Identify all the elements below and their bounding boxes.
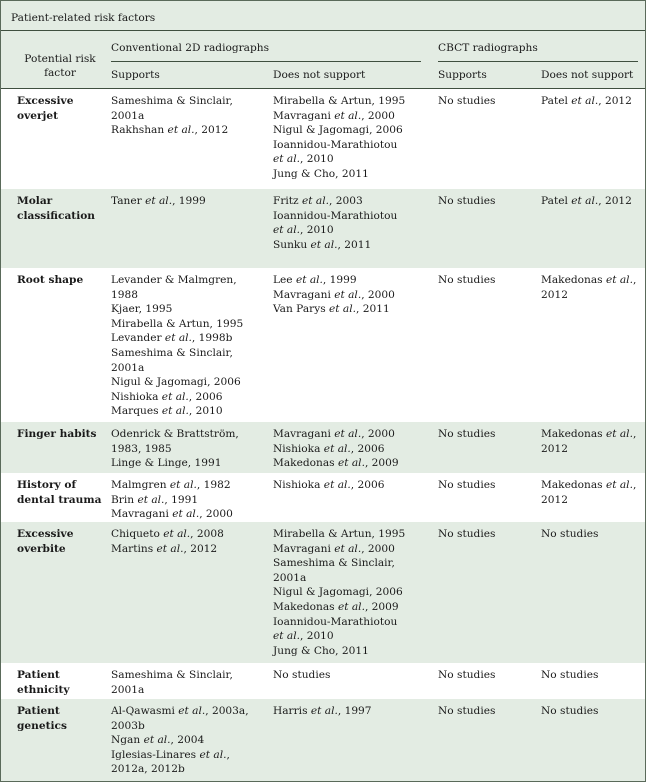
citation-line (111, 719, 267, 734)
citation-text: Nishioka (273, 479, 324, 491)
citation-line (273, 273, 433, 288)
citation-text: , 1997 (337, 705, 372, 717)
citation-line (273, 456, 433, 471)
citation-line (111, 109, 267, 124)
citation-text: No studies (438, 669, 496, 681)
citation-line (111, 478, 267, 493)
cell-line: dental trauma (17, 493, 102, 506)
citation-line (541, 493, 643, 508)
citation-text: Mavragani (273, 542, 335, 555)
citation-text: Mavragani (273, 428, 335, 440)
cell-cbct-supports (438, 478, 534, 493)
citation-line (111, 456, 267, 471)
cell-conventional-supports (111, 427, 267, 471)
citation-text: , 2004 (170, 734, 205, 747)
citation-text: Levander (111, 332, 165, 345)
citation-text: No studies (438, 95, 496, 107)
cell-cbct-supports (438, 527, 534, 542)
citation-text: No studies (541, 705, 599, 717)
citation-text: Levander & Malmgren, (111, 274, 237, 286)
citation-line (111, 94, 267, 109)
citation-text: , 2006 (188, 390, 223, 403)
citation-text: Mavragani (273, 288, 335, 301)
citation-text: Makedonas (541, 274, 606, 286)
cell-line: Root shape (17, 274, 84, 286)
citation-line (111, 704, 267, 719)
cell-cbct-does-not-support (541, 94, 643, 109)
et-al-italic: et al. (302, 195, 329, 207)
citation-line (273, 94, 433, 109)
citation-line (273, 527, 433, 542)
citation-text: , 2008 (190, 528, 224, 540)
citation-line (111, 668, 267, 683)
citation-text: Ioannidou-Marathiotou (273, 138, 398, 151)
cell-cbct-does-not-support (541, 427, 643, 456)
citation-text: Iglesias-Linares (111, 748, 200, 761)
cell-risk-factor (17, 94, 103, 123)
citation-text: Ioannidou-Marathiotou (273, 615, 398, 628)
citation-text: Brin (111, 493, 138, 506)
citation-line (438, 704, 534, 719)
citation-line (273, 442, 433, 457)
citation-line (273, 209, 433, 224)
et-al-italic: et al. (571, 95, 599, 107)
table-title: Patient-related risk factors (11, 12, 156, 24)
cell-risk-factor (17, 427, 103, 442)
et-al-italic: et al. (199, 748, 227, 761)
et-al-italic: et al. (337, 457, 365, 470)
citation-text: Van Parys (273, 303, 330, 316)
cell-risk-factor (17, 704, 103, 733)
citation-line (438, 427, 534, 442)
citation-line (273, 223, 433, 238)
citation-line (273, 629, 433, 644)
citation-text: 2012 (541, 288, 568, 301)
citation-line (541, 527, 643, 542)
header-conventional-2d: Conventional 2D radiographs (111, 42, 270, 54)
cell-conventional-does-not-support (273, 273, 433, 317)
cell-conventional-does-not-support (273, 478, 433, 493)
citation-text: Lee (273, 274, 296, 286)
citation-text: Harris (273, 705, 311, 717)
cell-line: Finger habits (17, 428, 97, 440)
citation-line (273, 478, 433, 493)
citation-text: No studies (541, 669, 599, 681)
citation-line (273, 288, 433, 303)
citation-line (111, 317, 267, 332)
citation-text: No studies (438, 274, 496, 286)
header-cbct-does-not-support: Does not support (541, 69, 634, 81)
citation-line (438, 94, 534, 109)
cell-conventional-does-not-support (273, 427, 433, 471)
citation-text: No studies (273, 669, 331, 681)
citation-line (111, 527, 267, 542)
citation-text: Patel (541, 95, 572, 107)
group-rule-conventional (111, 61, 421, 62)
citation-text: , 1991 (164, 493, 199, 506)
citation-text: , 2000 (361, 109, 395, 122)
citation-line (111, 123, 267, 138)
citation-text: Sunku (273, 238, 311, 251)
citation-line (111, 683, 267, 698)
citation-text: Makedonas (273, 457, 338, 470)
citation-text: Odenrick & Brattström, (111, 428, 239, 440)
citation-line (273, 152, 433, 167)
citation-text: Mirabella & Artun, 1995 (111, 317, 244, 330)
header-conv-does-not-support: Does not support (273, 69, 366, 81)
citation-line (111, 390, 267, 405)
citation-line (541, 704, 643, 719)
cell-cbct-does-not-support (541, 478, 643, 507)
header-potential-risk-factor (17, 52, 103, 80)
cell-cbct-supports (438, 273, 534, 288)
cell-line: classification (17, 209, 95, 222)
cell-line: Excessive (17, 95, 74, 107)
citation-text: , 1999 (172, 195, 206, 207)
et-al-italic: et al. (163, 528, 191, 540)
citation-line (273, 542, 433, 557)
citation-text: Mavragani (273, 109, 335, 122)
et-al-italic: et al. (295, 274, 323, 286)
cell-conventional-does-not-support (273, 704, 433, 719)
citation-text: Martins (111, 542, 157, 555)
et-al-italic: et al. (169, 479, 197, 491)
cell-conventional-supports (111, 668, 267, 697)
citation-line (273, 668, 433, 683)
citation-text: 2012 (541, 493, 568, 506)
citation-text: No studies (438, 528, 496, 540)
citation-text: Ioannidou-Marathiotou (273, 209, 398, 222)
cell-conventional-does-not-support (273, 194, 433, 252)
citation-text: 2001a (111, 109, 145, 122)
et-al-italic: et al. (571, 195, 599, 207)
citation-line (273, 123, 433, 138)
citation-text: 2003b (111, 719, 145, 732)
et-al-italic: et al. (605, 428, 633, 440)
et-al-italic: et al. (334, 542, 362, 555)
citation-text: , 1982 (196, 479, 231, 491)
citation-text: , 2011 (337, 238, 372, 251)
citation-text: , 2012 (194, 124, 229, 137)
et-al-italic: et al. (605, 479, 633, 491)
cell-conventional-supports (111, 527, 267, 556)
citation-text: , 2000 (199, 508, 233, 521)
citation-line (111, 361, 267, 376)
citation-text: 2001a (111, 683, 145, 696)
citation-text: Chiqueto (111, 528, 164, 540)
citation-text: Nishioka (273, 442, 324, 455)
citation-text: , 2000 (361, 542, 395, 555)
citation-line (111, 302, 267, 317)
citation-line (438, 273, 534, 288)
citation-line (111, 427, 267, 442)
et-al-italic: et al. (273, 224, 300, 237)
cell-risk-factor (17, 273, 103, 288)
citation-text: 2012a, 2012b (111, 763, 185, 776)
et-al-italic: et al. (161, 405, 189, 418)
citation-text: No studies (438, 195, 496, 207)
citation-text: , 2010 (299, 153, 334, 166)
cell-line: Excessive (17, 528, 74, 540)
citation-line (273, 427, 433, 442)
citation-line (273, 302, 433, 317)
citation-line (273, 615, 433, 630)
group-rule-cbct (438, 61, 638, 62)
citation-text: Linge & Linge, 1991 (111, 457, 222, 470)
citation-line (438, 668, 534, 683)
citation-line (111, 331, 267, 346)
citation-text: , (632, 274, 637, 286)
citation-text: No studies (541, 528, 599, 540)
citation-text: Sameshima & Sinclair, (111, 346, 233, 359)
citation-line (273, 194, 433, 209)
citation-text: , 2011 (355, 303, 390, 316)
citation-text: Makedonas (541, 428, 606, 440)
citation-text: , 1999 (322, 274, 357, 286)
cell-cbct-supports (438, 94, 534, 109)
citation-text: Sameshima & Sinclair, (111, 95, 233, 107)
et-al-italic: et al. (167, 124, 195, 137)
citation-text: , 2012 (598, 195, 632, 207)
citation-text: Nishioka (111, 390, 162, 403)
citation-line (273, 238, 433, 253)
et-al-italic: et al. (334, 288, 362, 301)
citation-text: , 2010 (299, 224, 334, 237)
citation-text: Mirabella & Artun, 1995 (273, 95, 406, 107)
cell-line: genetics (17, 719, 67, 732)
citation-line (111, 194, 267, 209)
title-rule (1, 30, 645, 31)
citation-line (273, 600, 433, 615)
citation-line (273, 556, 433, 571)
header-cbct-supports: Supports (438, 69, 487, 81)
citation-line (541, 94, 643, 109)
citation-line (541, 442, 643, 457)
citation-text: , 2012 (183, 542, 218, 555)
cell-cbct-supports (438, 704, 534, 719)
cell-conventional-supports (111, 194, 267, 209)
citation-line (111, 748, 267, 763)
citation-text: Jung & Cho, 2011 (273, 167, 369, 180)
cell-conventional-supports (111, 94, 267, 138)
citation-text: Mirabella & Artun, 1995 (273, 528, 406, 540)
citation-line (273, 704, 433, 719)
citation-text: 1983, 1985 (111, 442, 172, 455)
citation-line (541, 427, 643, 442)
citation-text: , 2009 (364, 600, 399, 613)
citation-line (111, 404, 267, 419)
citation-text: Nigul & Jagomagi, 2006 (111, 376, 241, 389)
citation-line (111, 346, 267, 361)
cell-conventional-does-not-support (273, 94, 433, 182)
citation-line (111, 273, 267, 288)
cell-line: History of (17, 479, 77, 491)
citation-text: Makedonas (541, 479, 606, 491)
citation-text: , 2009 (364, 457, 399, 470)
citation-text: , 2000 (361, 288, 395, 301)
cell-risk-factor (17, 527, 103, 556)
citation-text: Fritz (273, 195, 303, 207)
citation-line (541, 273, 643, 288)
et-al-italic: et al. (310, 705, 338, 717)
et-al-italic: et al. (172, 508, 200, 521)
citation-text: , 2000 (361, 428, 395, 440)
cell-cbct-supports (438, 427, 534, 442)
citation-line (438, 194, 534, 209)
et-al-italic: et al. (137, 493, 165, 506)
citation-text: , 2012 (598, 95, 632, 107)
citation-line (541, 194, 643, 209)
citation-line (273, 585, 433, 600)
cell-risk-factor (17, 668, 103, 697)
citation-text: Makedonas (273, 600, 338, 613)
citation-text: , 2006 (350, 479, 385, 491)
citation-line (273, 167, 433, 182)
citation-line (438, 527, 534, 542)
citation-line (111, 442, 267, 457)
citation-line (273, 571, 433, 586)
citation-text: 1988 (111, 288, 138, 301)
et-al-italic: et al. (323, 442, 351, 455)
et-al-italic: et al. (323, 479, 351, 491)
et-al-italic: et al. (145, 195, 173, 207)
citation-text: , (226, 748, 230, 761)
citation-text: Mavragani (111, 508, 173, 521)
cell-cbct-supports (438, 194, 534, 209)
citation-text: Nigul & Jagomagi, 2006 (273, 124, 403, 137)
header-line: factor (44, 67, 76, 79)
cell-line: ethnicity (17, 683, 70, 696)
citation-line (111, 762, 267, 777)
et-al-italic: et al. (273, 153, 300, 166)
citation-text: No studies (438, 479, 496, 491)
citation-text: Taner (111, 195, 146, 207)
citation-line (111, 375, 267, 390)
citation-text: , (632, 479, 637, 491)
citation-text: Nigul & Jagomagi, 2006 (273, 586, 403, 599)
cell-line: Patient (17, 669, 60, 681)
citation-text: Jung & Cho, 2011 (273, 644, 369, 657)
citation-text: , 2006 (350, 442, 385, 455)
citation-text: Kjaer, 1995 (111, 303, 173, 316)
citation-line (111, 288, 267, 303)
citation-text: 2001a (111, 361, 145, 374)
citation-line (273, 109, 433, 124)
citation-text: 2001a (273, 571, 307, 584)
citation-text: Sameshima & Sinclair, (111, 669, 233, 681)
cell-cbct-does-not-support (541, 273, 643, 302)
citation-line (541, 668, 643, 683)
citation-text: 2012 (541, 442, 568, 455)
cell-line: Molar (17, 195, 53, 207)
citation-text: No studies (438, 428, 496, 440)
citation-line (111, 493, 267, 508)
cell-conventional-supports (111, 478, 267, 522)
citation-text: , 2010 (299, 630, 334, 643)
et-al-italic: et al. (310, 238, 338, 251)
cell-conventional-supports (111, 704, 267, 777)
citation-line (541, 288, 643, 303)
cell-risk-factor (17, 194, 103, 223)
header-line: Potential risk (24, 53, 96, 65)
citation-text: Al-Qawasmi (111, 705, 179, 717)
et-al-italic: et al. (334, 428, 362, 440)
et-al-italic: et al. (178, 705, 206, 717)
citation-text: Marques (111, 405, 162, 418)
et-al-italic: et al. (605, 274, 633, 286)
citation-text: , 2010 (188, 405, 223, 418)
et-al-italic: et al. (143, 734, 171, 747)
cell-conventional-does-not-support (273, 527, 433, 658)
et-al-italic: et al. (273, 630, 300, 643)
citation-text: , 2003a, (205, 705, 249, 717)
et-al-italic: et al. (156, 542, 184, 555)
cell-cbct-does-not-support (541, 668, 643, 683)
cell-cbct-supports (438, 668, 534, 683)
cell-line: Patient (17, 705, 60, 717)
cell-conventional-supports (111, 273, 267, 419)
cell-risk-factor (17, 478, 103, 507)
cell-line: overbite (17, 542, 66, 555)
et-al-italic: et al. (161, 390, 189, 403)
cell-cbct-does-not-support (541, 194, 643, 209)
citation-line (438, 478, 534, 493)
citation-text: Malmgren (111, 479, 170, 491)
citation-line (111, 507, 267, 522)
citation-line (273, 644, 433, 659)
cell-cbct-does-not-support (541, 704, 643, 719)
et-al-italic: et al. (334, 109, 362, 122)
cell-cbct-does-not-support (541, 527, 643, 542)
citation-text: , (632, 428, 637, 440)
cell-conventional-does-not-support (273, 668, 433, 683)
citation-text: No studies (438, 705, 496, 717)
et-al-italic: et al. (164, 332, 192, 345)
citation-line (111, 733, 267, 748)
citation-text: , 1998b (191, 332, 233, 345)
citation-text: Patel (541, 195, 572, 207)
citation-line (111, 542, 267, 557)
citation-text: Ngan (111, 734, 144, 747)
et-al-italic: et al. (337, 600, 365, 613)
citation-text: Sameshima & Sinclair, (273, 557, 395, 570)
citation-line (541, 478, 643, 493)
citation-text: , 2003 (328, 195, 363, 207)
et-al-italic: et al. (329, 303, 356, 316)
cell-line: overjet (17, 109, 59, 122)
citation-text: Rakhshan (111, 124, 168, 137)
header-cbct: CBCT radiographs (438, 42, 538, 54)
header-conv-supports: Supports (111, 69, 160, 81)
citation-line (273, 138, 433, 153)
